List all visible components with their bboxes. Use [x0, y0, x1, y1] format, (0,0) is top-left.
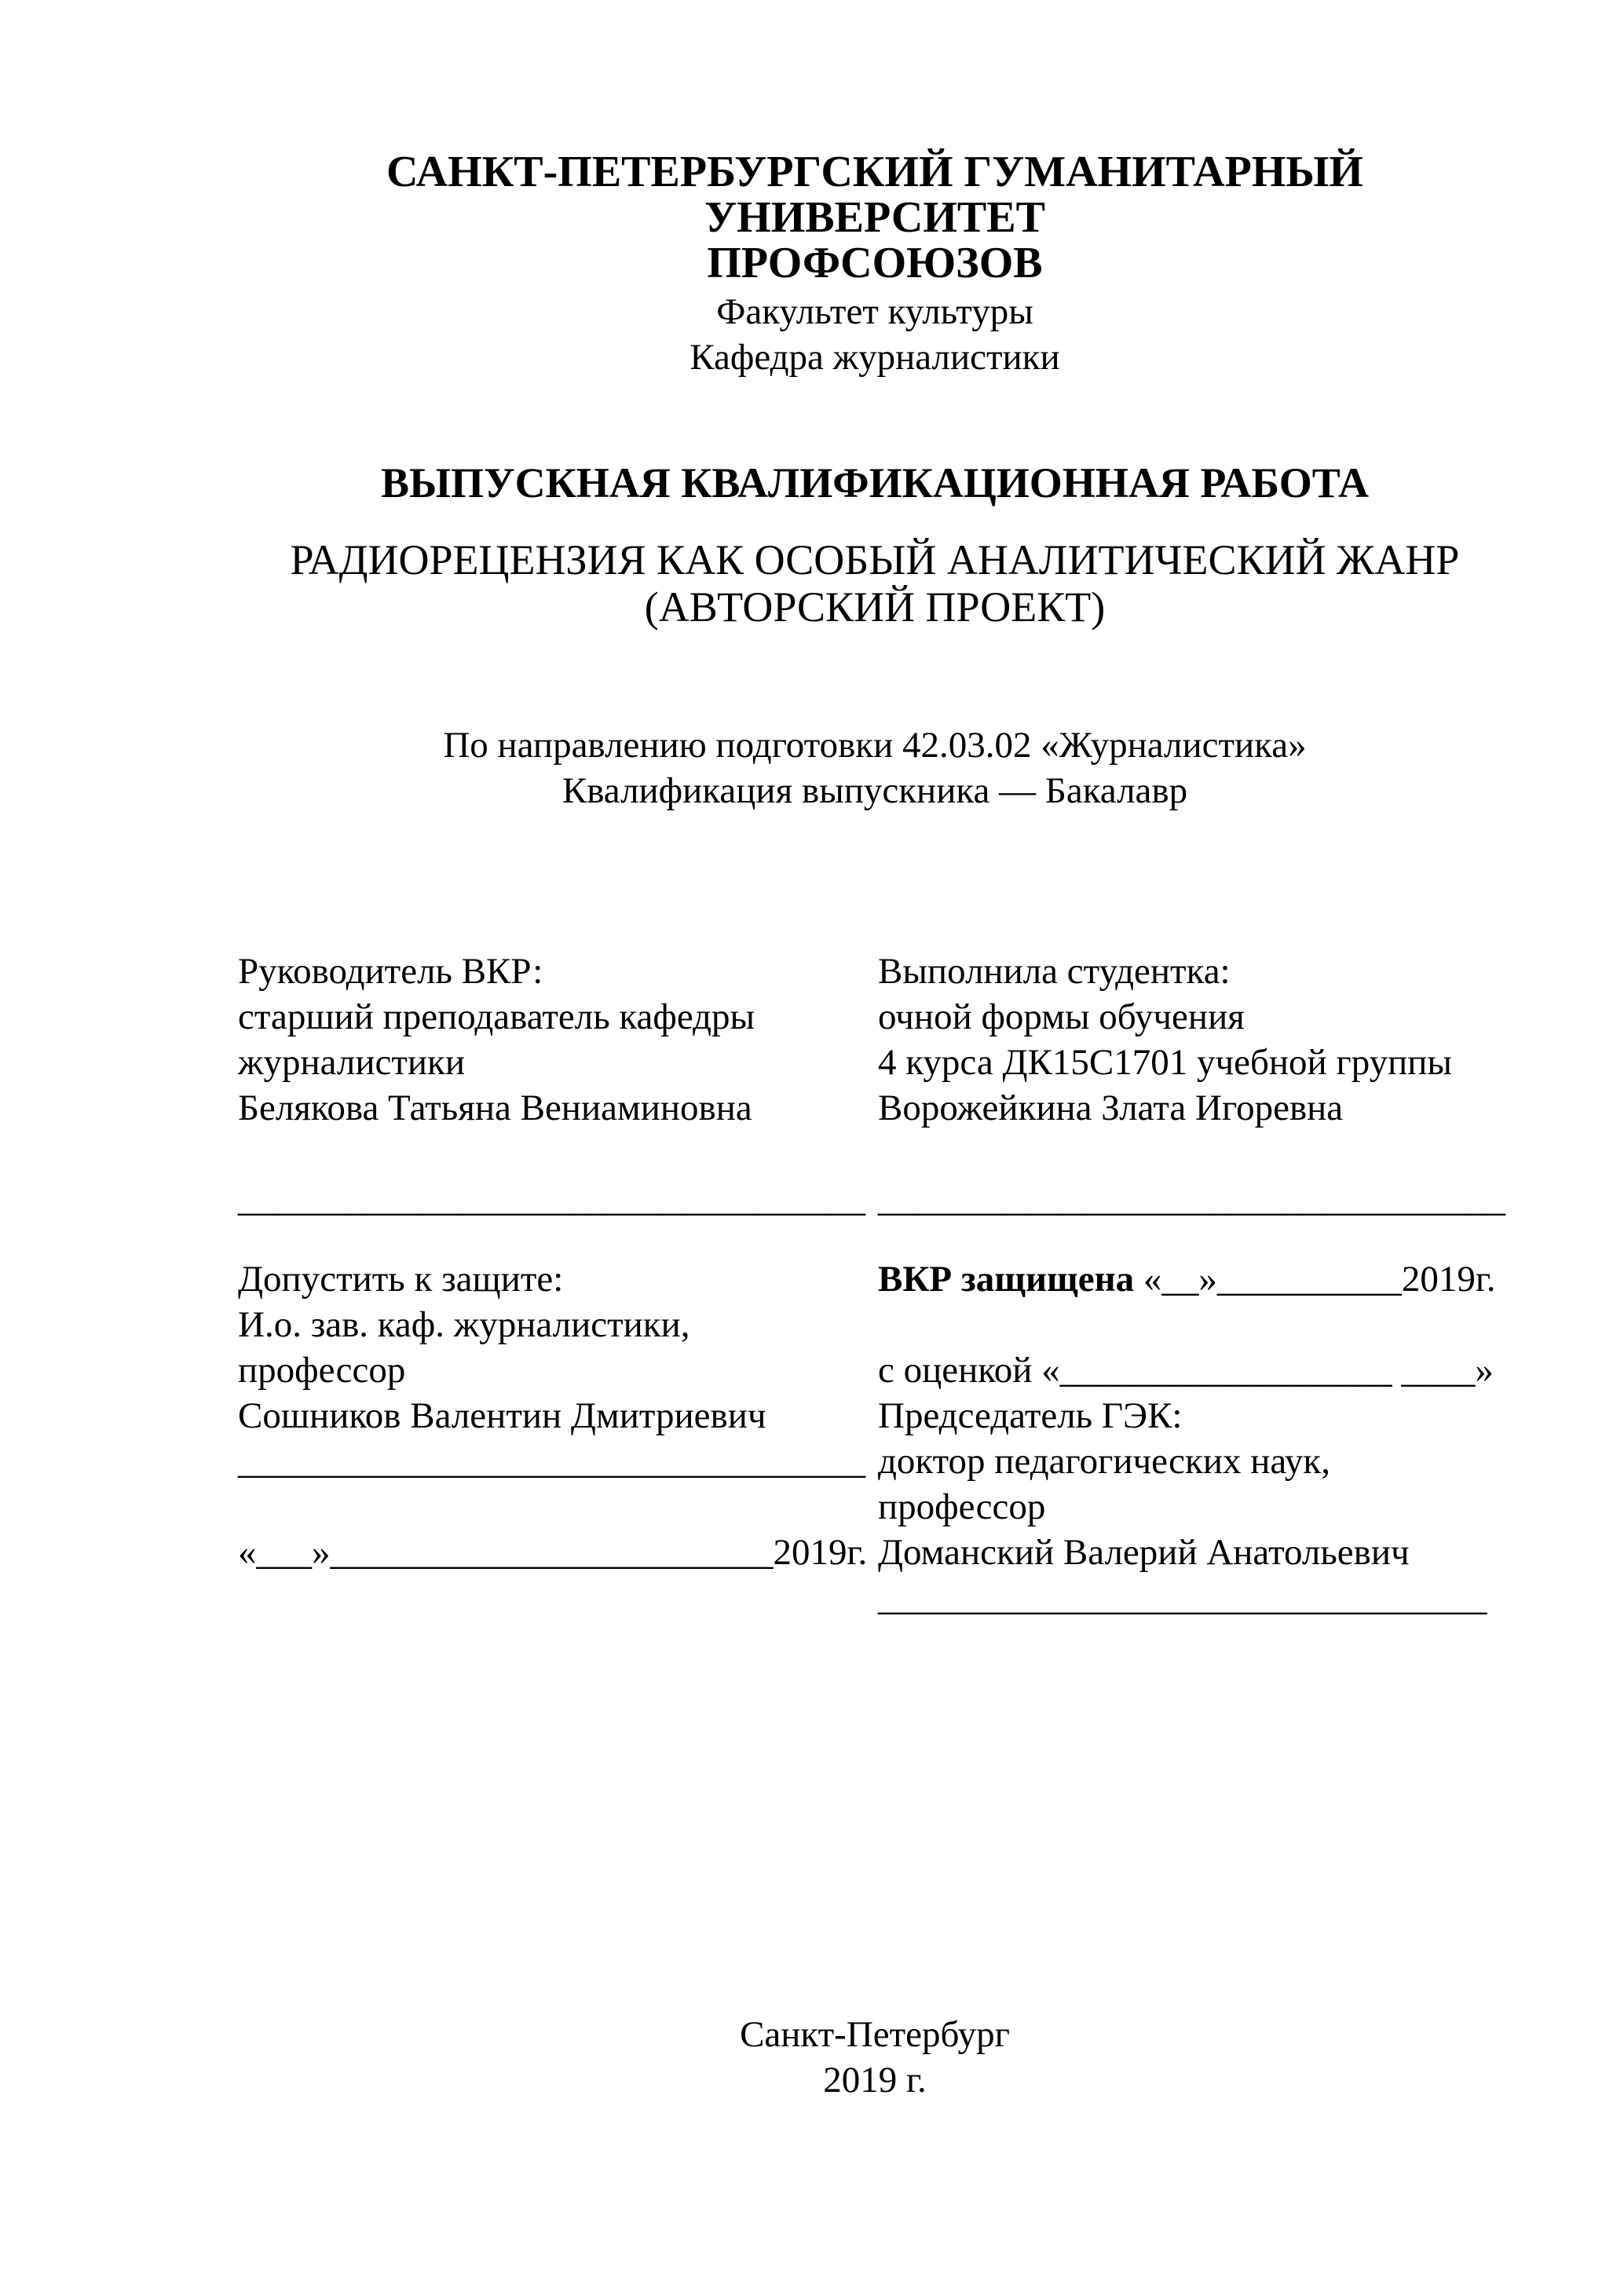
- spacer-row: [238, 1131, 878, 1176]
- supervisor-name: Белякова Татьяна Вениаминовна: [238, 1088, 752, 1128]
- chairman-label: Председатель ГЭК:: [878, 1395, 1183, 1436]
- student-column: [878, 949, 1512, 1222]
- supervisor-column: [238, 949, 878, 1222]
- student-group: 4 курса ДК15С1701 учебной группы: [878, 1042, 1452, 1083]
- supervisor-student-block: [238, 949, 1512, 1222]
- admit-date-line: «___»________________________2019г.: [238, 1532, 868, 1573]
- degree-direction: По направлению подготовки 42.03.02 «Журналистика»: [443, 725, 1307, 766]
- admit-label: Допустить к защите:: [238, 1259, 564, 1300]
- graduate-qualification: Квалификация выпускника — Бакалавр: [561, 770, 1188, 811]
- spacer-row: [878, 1302, 1512, 1347]
- direction-block: [238, 722, 1512, 813]
- admission-defense-block: [238, 1256, 1512, 1621]
- student-signature-line: __________________________________: [878, 1179, 1505, 1219]
- faculty-name: Факультет культуры: [716, 291, 1033, 332]
- university-heading: [238, 149, 1512, 286]
- defended-date-line: [878, 1256, 1512, 1302]
- chairman-rank: профессор: [878, 1486, 1046, 1527]
- university-name-line2: ПРОФСОЮЗОВ: [707, 239, 1043, 287]
- admit-signature-line: __________________________________: [238, 1441, 865, 1482]
- supervisor-signature-line: __________________________________: [238, 1179, 865, 1219]
- student-role-label: Выполнила студентка:: [878, 951, 1231, 992]
- acting-head-position: И.о. зав. каф. журналистики,: [238, 1304, 690, 1345]
- department-name: Кафедра журналистики: [689, 337, 1060, 378]
- spacer-row: [238, 1484, 878, 1530]
- supervisor-position-line1: старший преподаватель кафедры: [238, 996, 755, 1037]
- acting-head-name: Сошников Валентин Дмитриевич: [238, 1395, 766, 1436]
- spacer-row: [878, 1131, 1512, 1176]
- acting-head-rank: профессор: [238, 1350, 406, 1391]
- supervisor-role-label: Руководитель ВКР:: [238, 951, 543, 992]
- year-label: 2019 г.: [823, 2060, 927, 2100]
- thesis-title-line1: РАДИОРЕЦЕНЗИЯ КАК ОСОБЫЙ АНАЛИТИЧЕСКИЙ ЖАНР: [290, 536, 1460, 583]
- supervisor-position-line2: журналистики: [238, 1042, 466, 1083]
- city-name: Санкт-Петербург: [740, 2014, 1010, 2055]
- chairman-name: Доманский Валерий Анатольевич: [878, 1532, 1410, 1573]
- defense-column: [878, 1256, 1512, 1621]
- defended-label: ВКР защищена: [878, 1259, 1135, 1300]
- student-study-form: очной формы обучения: [878, 996, 1245, 1037]
- thesis-title-line2: (АВТОРСКИЙ ПРОЕКТ): [644, 583, 1106, 631]
- student-name: Ворожейкина Злата Игоревна: [878, 1088, 1344, 1128]
- faculty-block: [238, 289, 1512, 380]
- footer-block: [238, 2012, 1512, 2103]
- admission-column: [238, 1256, 878, 1621]
- chairman-degree: доктор педагогических наук,: [878, 1441, 1330, 1482]
- defended-date-blank: «__»__________2019г.: [1134, 1259, 1496, 1300]
- university-name-line1: САНКТ-ПЕТЕРБУРГСКИЙ ГУМАНИТАРНЫЙ УНИВЕРСИТЕТ: [386, 148, 1363, 242]
- work-type-heading: ВЫПУСКНАЯ КВАЛИФИКАЦИОННАЯ РАБОТА: [380, 459, 1370, 506]
- chairman-signature-line: _________________________________: [878, 1578, 1487, 1618]
- grade-line: с оценкой «__________________ ____»: [878, 1350, 1494, 1391]
- thesis-title: [238, 536, 1512, 631]
